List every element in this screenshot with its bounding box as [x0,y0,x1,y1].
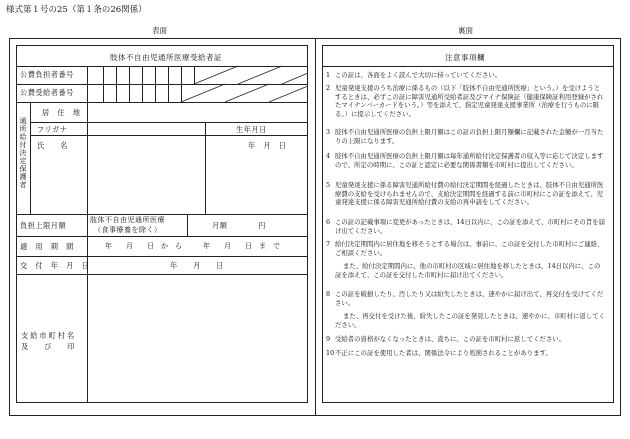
note-item: 8 この証を破損したり、汚したり又は紛失したときは、速やかに届け出て、再交付を受けてください。 [326,290,604,307]
address-label: 居 住 地 [42,108,81,117]
note-item: 3 肢体不自由児通所医療の負担上限月額はこの証の負担上限月額欄に記載された金額が一月当たりの上限になります。 [326,128,604,145]
note-item: また、再交付を受けた後、紛失したこの証を発見したときは、速やかに、市町村に返してください。 [335,312,606,329]
birthdate-label: 生年月日 [236,125,267,134]
period-value: 年 月 日 か ら 年 月 日 ま で [105,242,280,250]
note-item: 10 不正にこの証を使用した者は、関係法令により処罰されることがあります。 [326,349,552,357]
notes-title: 注意事項欄 [445,53,485,62]
note-item: 6 この証の記載事項に変更があったときは、14日以内に、この証を添えて、市町村にその旨を届け出てください。 [326,218,605,235]
back-caption: 裏面 [458,26,473,35]
municipality-label-line1: 支給市町村名 [21,331,77,340]
note-item: 1 この証は、各面をよく読んで大切に持っていてください。 [326,71,502,79]
birthdate-fields: 年 月 日 [248,141,287,150]
form-identifier: 様式第１号の25（第１条の26関係） [6,5,147,15]
recipient-number-label: 公費受給者番号 [20,88,74,97]
note-item: 5 児童発達支援に係る障害児通所給付費の給付決定期間を経過したときは、肢体不自由児通所医療費の支給を受けられませんので、支給決定期間を経過する前に市町村にこの証を添えて、児童発達支援に係る障害児通所給付費の支給の再申請をしてください。 [326,181,604,207]
limit-description-line1: 肢体不自由児通所医療 [90,216,165,224]
note-item: 9 受給者の資格がなくなったときは、直ちに、この証を市町村に返してください。 [326,335,566,343]
note-item: 7 給付決定期間内に居住地を移そうとする場合は、事前に、この証を交付した市町村にご連絡、ご相談ください。 [326,240,604,257]
name-label: 氏 名 [37,141,68,150]
limit-description-line2: （食事療養を除く） [94,226,162,234]
certificate-title: 肢体不自由児通所医療受給者証 [110,53,222,62]
payer-number-label: 公費負担者番号 [20,70,74,79]
issue-date-label: 交 付 年 月 日 [20,261,90,270]
guardian-label: 通所給付決定保護者 [19,117,27,189]
period-label: 適 用 期 間 [20,242,74,251]
monthly-limit-label: 負担上限月額 [20,221,67,230]
monthly-amount-field: 月額 円 [212,221,266,230]
note-item: 4 肢体不自由児通所医療の負担上限月額は毎年通所給付決定保護者の収入等に応じて決定しますので、所定の時期に、この証と認定に必要な関係書類を市町村に提出してください。 [326,152,604,169]
issue-date-value: 年 月 日 [170,261,224,270]
note-item: また、給付決定期間内に、他の市町村の区域に居住地を移したときは、14日以内に、この証を添えて、この証を交付した市町村に届け出てください。 [335,262,601,279]
note-item: 2 児童発達支援のうち治療に係るもの（以下「肢体不自由児通所医療」という。）を受けようとするときは、必ずこの証に障害児通所受給者証及びマイナ保険証（健康保険証利用登録がされたマイナンバーカードをいう。）等を添えて、指定児童発達支援事業所（治療を行うものに限る。）に提示してください。 [326,84,604,118]
front-caption: 表面 [152,26,167,35]
furigana-label: フリガナ [37,125,68,134]
municipality-label-line2: 及 び 印 [21,342,75,351]
